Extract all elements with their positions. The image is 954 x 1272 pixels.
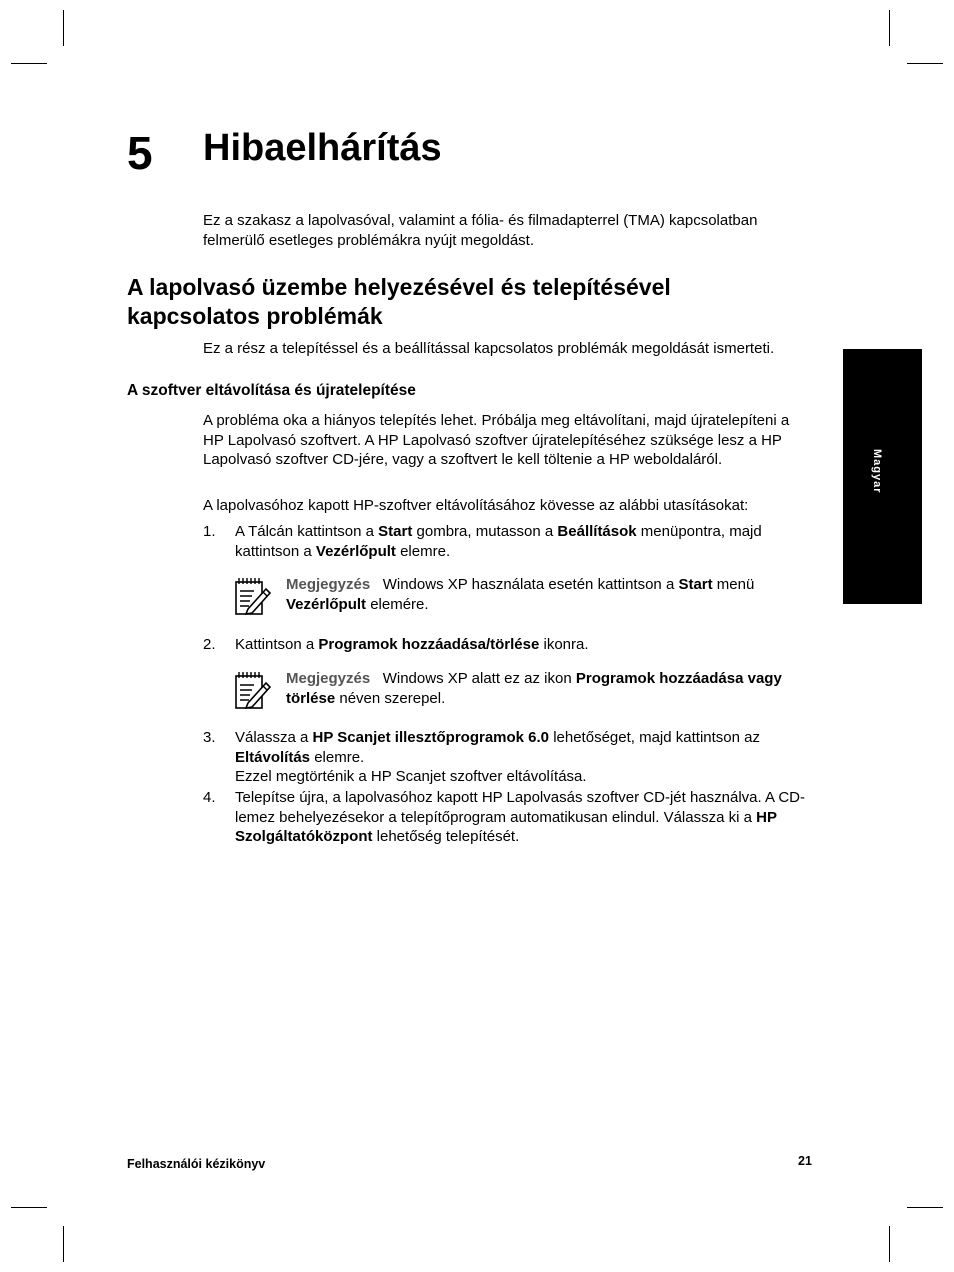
- note-icon: [232, 575, 272, 617]
- chapter-intro: Ez a szakasz a lapolvasóval, valamint a fólia- és filmadapterrel (TMA) kapcsolatban felmerülő esetleges problémákra nyújt megoldást.: [203, 212, 758, 249]
- step-text: A Tálcán kattintson a Start gombra, mutasson a Beállítások menüpontra, majd kattintson a Vezérlőpult elemre.: [235, 523, 762, 560]
- footer-title: Felhasználói kézikönyv: [127, 1157, 266, 1171]
- crop-mark: [11, 63, 47, 64]
- note-text: Megjegyzés Windows XP használata esetén kattintson a Start menü Vezérlőpult elemére.: [286, 576, 755, 613]
- page-number: 21: [798, 1154, 812, 1168]
- language-tab-label: Magyar: [871, 449, 883, 494]
- chapter-number: 5: [127, 127, 153, 179]
- crop-mark: [63, 10, 64, 46]
- section-intro: Ez a rész a telepítéssel és a beállítással kapcsolatos problémák megoldását ismerteti.: [203, 340, 775, 357]
- step-number: 2.: [203, 636, 216, 653]
- subsection-heading: A szoftver eltávolítása és újratelepítése: [127, 382, 416, 399]
- language-tab: [843, 349, 922, 604]
- note-icon: [232, 669, 272, 711]
- crop-mark: [11, 1207, 47, 1208]
- step-text: Kattintson a Programok hozzáadása/törlése ikonra.: [235, 636, 589, 653]
- step-number: 1.: [203, 523, 216, 540]
- step-number: 4.: [203, 789, 216, 806]
- subsection-paragraph: A probléma oka a hiányos telepítés lehet. Próbálja meg eltávolítani, majd újratelepíteni a HP Lapolvasó szoftvert. A HP Lapolvasó szoftver újratelepítéséhez szüksége lesz a HP Lapolvasó szoftver CD-jére, vagy a szoftvert le kell töltenie a HP weboldaláról.: [203, 412, 790, 468]
- crop-mark: [889, 1226, 890, 1262]
- chapter-title: Hibaelhárítás: [203, 127, 442, 169]
- crop-mark: [889, 10, 890, 46]
- crop-mark: [907, 63, 943, 64]
- section-heading: A lapolvasó üzembe helyezésével és telepítésével kapcsolatos problémák: [127, 274, 671, 329]
- subsection-paragraph: A lapolvasóhoz kapott HP-szoftver eltávolításához kövesse az alábbi utasításokat:: [203, 497, 749, 514]
- step-text: Telepítse újra, a lapolvasóhoz kapott HP Lapolvasás szoftver CD-jét használva. A CD-lemez behelyezésekor a telepítőprogram automatikusan elindul. Válassza ki a HP Szolgáltatóközpont lehetőség telepítését.: [235, 789, 806, 845]
- step-number: 3.: [203, 729, 216, 746]
- crop-mark: [907, 1207, 943, 1208]
- crop-mark: [63, 1226, 64, 1262]
- step-text: Válassza a HP Scanjet illesztőprogramok 6.0 lehetőséget, majd kattintson az Eltávolítás elemre. Ezzel megtörténik a HP Scanjet szoftver eltávolítása.: [235, 729, 760, 785]
- note-text: Megjegyzés Windows XP alatt ez az ikon Programok hozzáadása vagy törlése néven szerepel.: [286, 670, 782, 707]
